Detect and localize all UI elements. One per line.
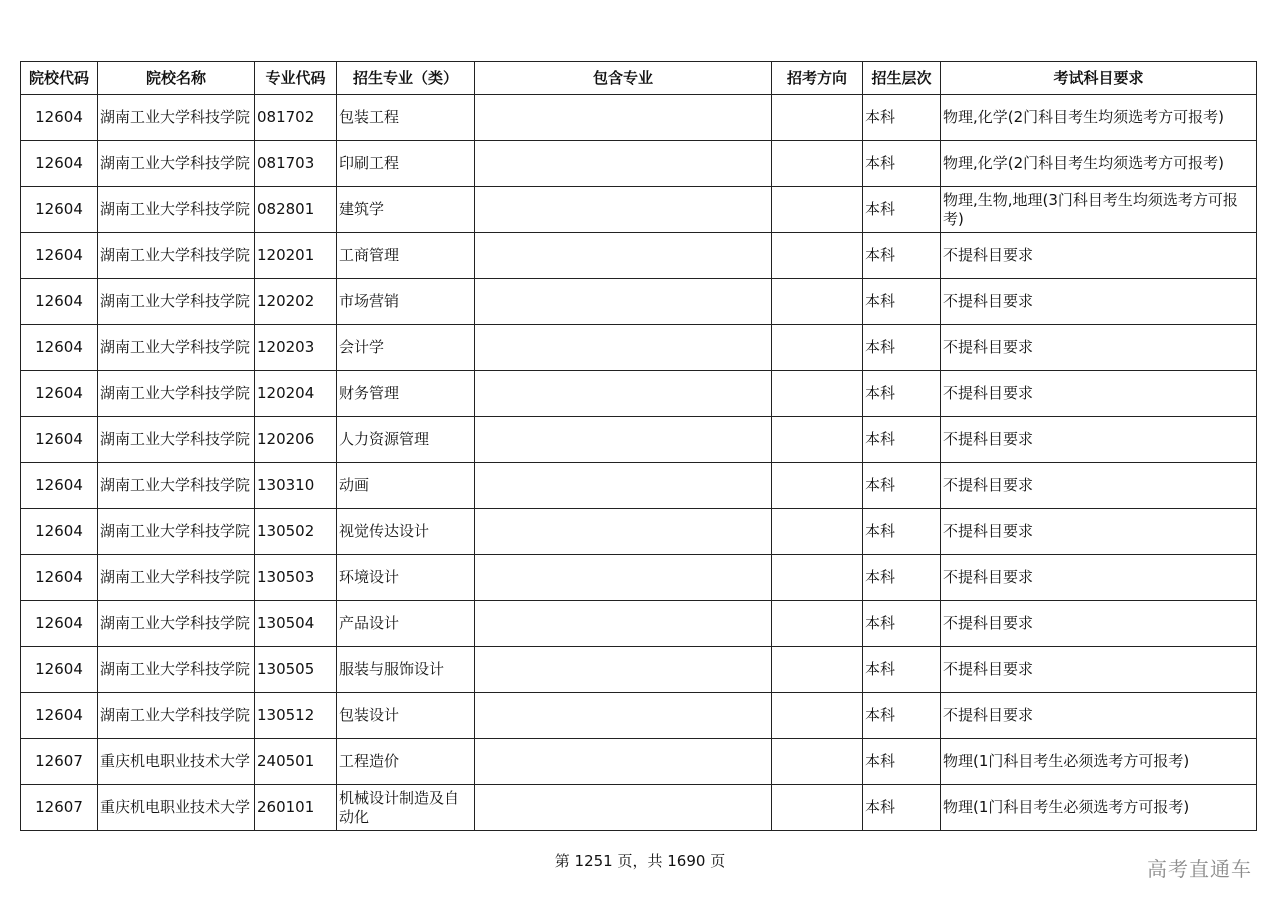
header-major-code: 专业代码 bbox=[255, 62, 337, 95]
cell-major: 产品设计 bbox=[337, 601, 475, 647]
cell-included-majors bbox=[475, 417, 772, 463]
cell-included-majors bbox=[475, 601, 772, 647]
table-row bbox=[21, 279, 1257, 325]
cell-included-majors bbox=[475, 739, 772, 785]
cell-school-name: 湖南工业大学科技学院 bbox=[98, 601, 255, 647]
cell-subject-requirement: 物理,化学(2门科目考生均须选考方可报考) bbox=[941, 95, 1257, 141]
cell-direction bbox=[772, 325, 863, 371]
cell-school-name: 湖南工业大学科技学院 bbox=[98, 509, 255, 555]
cell-subject-requirement: 物理,生物,地理(3门科目考生均须选考方可报考) bbox=[941, 187, 1257, 233]
cell-school-name: 重庆机电职业技术大学 bbox=[98, 785, 255, 831]
cell-level: 本科 bbox=[863, 279, 941, 325]
table-row bbox=[21, 509, 1257, 555]
table-row bbox=[21, 325, 1257, 371]
cell-level: 本科 bbox=[863, 555, 941, 601]
cell-school-name: 湖南工业大学科技学院 bbox=[98, 693, 255, 739]
cell-direction bbox=[772, 95, 863, 141]
table-row bbox=[21, 601, 1257, 647]
cell-level: 本科 bbox=[863, 463, 941, 509]
cell-major: 环境设计 bbox=[337, 555, 475, 601]
cell-school-name: 湖南工业大学科技学院 bbox=[98, 233, 255, 279]
cell-school-code: 12604 bbox=[21, 601, 98, 647]
table-row bbox=[21, 463, 1257, 509]
cell-direction bbox=[772, 693, 863, 739]
cell-school-name: 湖南工业大学科技学院 bbox=[98, 325, 255, 371]
admission-table bbox=[20, 61, 1257, 831]
cell-subject-requirement: 不提科目要求 bbox=[941, 233, 1257, 279]
cell-level: 本科 bbox=[863, 601, 941, 647]
cell-included-majors bbox=[475, 463, 772, 509]
cell-level: 本科 bbox=[863, 739, 941, 785]
cell-school-code: 12607 bbox=[21, 785, 98, 831]
table-row bbox=[21, 233, 1257, 279]
cell-school-name: 湖南工业大学科技学院 bbox=[98, 95, 255, 141]
cell-school-code: 12604 bbox=[21, 417, 98, 463]
cell-school-name: 湖南工业大学科技学院 bbox=[98, 187, 255, 233]
cell-major: 人力资源管理 bbox=[337, 417, 475, 463]
cell-level: 本科 bbox=[863, 187, 941, 233]
cell-included-majors bbox=[475, 187, 772, 233]
cell-level: 本科 bbox=[863, 371, 941, 417]
cell-school-name: 湖南工业大学科技学院 bbox=[98, 279, 255, 325]
cell-major-code: 240501 bbox=[255, 739, 337, 785]
cell-included-majors bbox=[475, 95, 772, 141]
cell-level: 本科 bbox=[863, 417, 941, 463]
cell-major-code: 130505 bbox=[255, 647, 337, 693]
cell-direction bbox=[772, 647, 863, 693]
cell-included-majors bbox=[475, 141, 772, 187]
cell-school-code: 12604 bbox=[21, 325, 98, 371]
table-row bbox=[21, 647, 1257, 693]
cell-school-name: 湖南工业大学科技学院 bbox=[98, 463, 255, 509]
page-number: 第 1251 页，共 1690 页 bbox=[554, 852, 726, 870]
cell-major: 印刷工程 bbox=[337, 141, 475, 187]
table-row bbox=[21, 371, 1257, 417]
cell-subject-requirement: 不提科目要求 bbox=[941, 647, 1257, 693]
cell-major-code: 120204 bbox=[255, 371, 337, 417]
cell-major-code: 130503 bbox=[255, 555, 337, 601]
cell-direction bbox=[772, 141, 863, 187]
cell-school-code: 12604 bbox=[21, 463, 98, 509]
cell-included-majors bbox=[475, 371, 772, 417]
cell-direction bbox=[772, 509, 863, 555]
cell-school-code: 12604 bbox=[21, 187, 98, 233]
cell-level: 本科 bbox=[863, 509, 941, 555]
cell-included-majors bbox=[475, 325, 772, 371]
cell-school-name: 湖南工业大学科技学院 bbox=[98, 647, 255, 693]
cell-major-code: 081702 bbox=[255, 95, 337, 141]
cell-major: 包装工程 bbox=[337, 95, 475, 141]
table-row bbox=[21, 417, 1257, 463]
cell-included-majors bbox=[475, 233, 772, 279]
cell-included-majors bbox=[475, 647, 772, 693]
cell-included-majors bbox=[475, 693, 772, 739]
table-row bbox=[21, 141, 1257, 187]
cell-major-code: 081703 bbox=[255, 141, 337, 187]
cell-level: 本科 bbox=[863, 785, 941, 831]
cell-direction bbox=[772, 417, 863, 463]
cell-school-code: 12604 bbox=[21, 95, 98, 141]
cell-level: 本科 bbox=[863, 95, 941, 141]
cell-major-code: 120202 bbox=[255, 279, 337, 325]
cell-school-name: 湖南工业大学科技学院 bbox=[98, 417, 255, 463]
cell-major: 动画 bbox=[337, 463, 475, 509]
cell-major: 财务管理 bbox=[337, 371, 475, 417]
cell-school-name: 湖南工业大学科技学院 bbox=[98, 555, 255, 601]
cell-major-code: 120201 bbox=[255, 233, 337, 279]
cell-subject-requirement: 不提科目要求 bbox=[941, 371, 1257, 417]
cell-major-code: 130310 bbox=[255, 463, 337, 509]
cell-school-name: 湖南工业大学科技学院 bbox=[98, 141, 255, 187]
header-included-majors: 包含专业 bbox=[475, 62, 772, 95]
watermark-logo-text: 高考直通车 bbox=[1147, 857, 1252, 881]
cell-direction bbox=[772, 187, 863, 233]
cell-included-majors bbox=[475, 509, 772, 555]
header-level: 招生层次 bbox=[863, 62, 941, 95]
cell-school-name: 湖南工业大学科技学院 bbox=[98, 371, 255, 417]
cell-direction bbox=[772, 233, 863, 279]
header-major: 招生专业（类） bbox=[337, 62, 475, 95]
header-direction: 招考方向 bbox=[772, 62, 863, 95]
cell-school-name: 重庆机电职业技术大学 bbox=[98, 739, 255, 785]
cell-major-code: 120206 bbox=[255, 417, 337, 463]
cell-major-code: 130512 bbox=[255, 693, 337, 739]
cell-level: 本科 bbox=[863, 693, 941, 739]
cell-major: 建筑学 bbox=[337, 187, 475, 233]
cell-major: 机械设计制造及自动化 bbox=[337, 785, 475, 831]
cell-subject-requirement: 不提科目要求 bbox=[941, 555, 1257, 601]
cell-major: 服装与服饰设计 bbox=[337, 647, 475, 693]
cell-subject-requirement: 物理(1门科目考生必须选考方可报考) bbox=[941, 739, 1257, 785]
cell-school-code: 12604 bbox=[21, 693, 98, 739]
cell-subject-requirement: 不提科目要求 bbox=[941, 463, 1257, 509]
cell-major: 工商管理 bbox=[337, 233, 475, 279]
cell-included-majors bbox=[475, 279, 772, 325]
cell-major-code: 130502 bbox=[255, 509, 337, 555]
header-subject-requirement: 考试科目要求 bbox=[941, 62, 1257, 95]
cell-major: 工程造价 bbox=[337, 739, 475, 785]
cell-major-code: 260101 bbox=[255, 785, 337, 831]
cell-school-code: 12604 bbox=[21, 279, 98, 325]
cell-major-code: 082801 bbox=[255, 187, 337, 233]
cell-level: 本科 bbox=[863, 647, 941, 693]
cell-subject-requirement: 不提科目要求 bbox=[941, 601, 1257, 647]
cell-major: 会计学 bbox=[337, 325, 475, 371]
cell-subject-requirement: 不提科目要求 bbox=[941, 509, 1257, 555]
table-row bbox=[21, 785, 1257, 831]
cell-direction bbox=[772, 785, 863, 831]
cell-major: 市场营销 bbox=[337, 279, 475, 325]
cell-direction bbox=[772, 739, 863, 785]
table-row bbox=[21, 95, 1257, 141]
cell-subject-requirement: 不提科目要求 bbox=[941, 325, 1257, 371]
cell-subject-requirement: 不提科目要求 bbox=[941, 417, 1257, 463]
cell-level: 本科 bbox=[863, 141, 941, 187]
header-school-code: 院校代码 bbox=[21, 62, 98, 95]
cell-direction bbox=[772, 601, 863, 647]
cell-level: 本科 bbox=[863, 233, 941, 279]
table-row bbox=[21, 555, 1257, 601]
table-row bbox=[21, 693, 1257, 739]
cell-subject-requirement: 不提科目要求 bbox=[941, 693, 1257, 739]
cell-school-code: 12607 bbox=[21, 739, 98, 785]
cell-level: 本科 bbox=[863, 325, 941, 371]
cell-major: 视觉传达设计 bbox=[337, 509, 475, 555]
cell-school-code: 12604 bbox=[21, 141, 98, 187]
cell-included-majors bbox=[475, 785, 772, 831]
cell-subject-requirement: 物理,化学(2门科目考生均须选考方可报考) bbox=[941, 141, 1257, 187]
cell-direction bbox=[772, 279, 863, 325]
header-row bbox=[21, 62, 1257, 95]
cell-school-code: 12604 bbox=[21, 509, 98, 555]
cell-included-majors bbox=[475, 555, 772, 601]
cell-major-code: 130504 bbox=[255, 601, 337, 647]
cell-subject-requirement: 物理(1门科目考生必须选考方可报考) bbox=[941, 785, 1257, 831]
cell-direction bbox=[772, 555, 863, 601]
cell-direction bbox=[772, 371, 863, 417]
cell-school-code: 12604 bbox=[21, 555, 98, 601]
cell-major: 包装设计 bbox=[337, 693, 475, 739]
cell-subject-requirement: 不提科目要求 bbox=[941, 279, 1257, 325]
header-school-name: 院校名称 bbox=[98, 62, 255, 95]
cell-school-code: 12604 bbox=[21, 233, 98, 279]
cell-direction bbox=[772, 463, 863, 509]
table-row bbox=[21, 739, 1257, 785]
table-row bbox=[21, 187, 1257, 233]
cell-major-code: 120203 bbox=[255, 325, 337, 371]
cell-school-code: 12604 bbox=[21, 371, 98, 417]
cell-school-code: 12604 bbox=[21, 647, 98, 693]
